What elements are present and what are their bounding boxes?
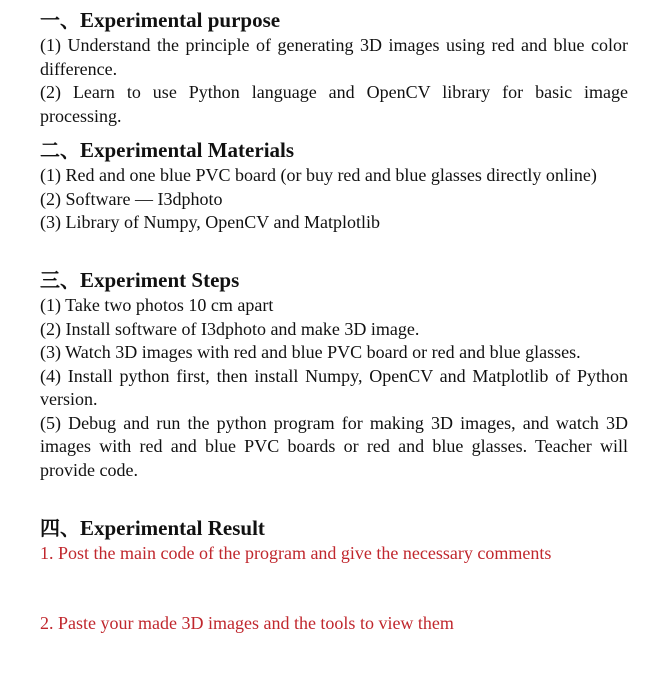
list-item: (1) Understand the principle of generating 3D images using red and blue color difference. xyxy=(40,35,628,79)
section-title: Experiment Steps xyxy=(80,268,240,292)
section-heading xyxy=(40,514,628,542)
section-number: 一、 xyxy=(40,8,80,32)
section-experiment-steps xyxy=(40,266,628,482)
section-heading xyxy=(40,266,628,294)
list-item: (1) Take two photos 10 cm apart xyxy=(40,295,274,315)
section-number: 四、 xyxy=(40,516,80,540)
section-heading xyxy=(40,136,628,164)
section-title: Experimental purpose xyxy=(80,8,281,32)
list-item: (5) Debug and run the python program for making 3D images, and watch 3D images with red and blue PVC boards or red and blue glasses. Teacher will provide code. xyxy=(40,412,628,480)
list-item: (2) Install software of I3dphoto and make 3D image. xyxy=(40,318,420,339)
list-item: (3) Watch 3D images with red and blue PVC board or red and blue glasses. xyxy=(40,342,581,362)
section-title: Experimental Materials xyxy=(80,138,295,162)
section-title: Experimental Result xyxy=(80,516,265,540)
section-number: 三、 xyxy=(40,268,80,292)
result-item: 1. Post the main code of the program and give the necessary comments xyxy=(40,543,552,563)
list-item: (2) Learn to use Python language and OpenCV library for basic image processing. xyxy=(40,82,628,126)
section-number: 二、 xyxy=(40,138,80,162)
result-item: 2. Paste your made 3D images and the tools to view them xyxy=(40,613,454,633)
list-item: (4) Install python first, then install Numpy, OpenCV and Matplotlib of Python version. xyxy=(40,365,628,409)
section-heading xyxy=(40,6,628,34)
section-experimental-result xyxy=(40,514,628,566)
list-item: (2) Software — I3dphoto xyxy=(40,188,223,209)
list-item: (3) Library of Numpy, OpenCV and Matplotlib xyxy=(40,212,380,232)
list-item: (1) Red and one blue PVC board (or buy red and blue glasses directly online) xyxy=(40,165,597,185)
section-experimental-materials xyxy=(40,136,628,235)
section-experimental-purpose xyxy=(40,6,628,128)
